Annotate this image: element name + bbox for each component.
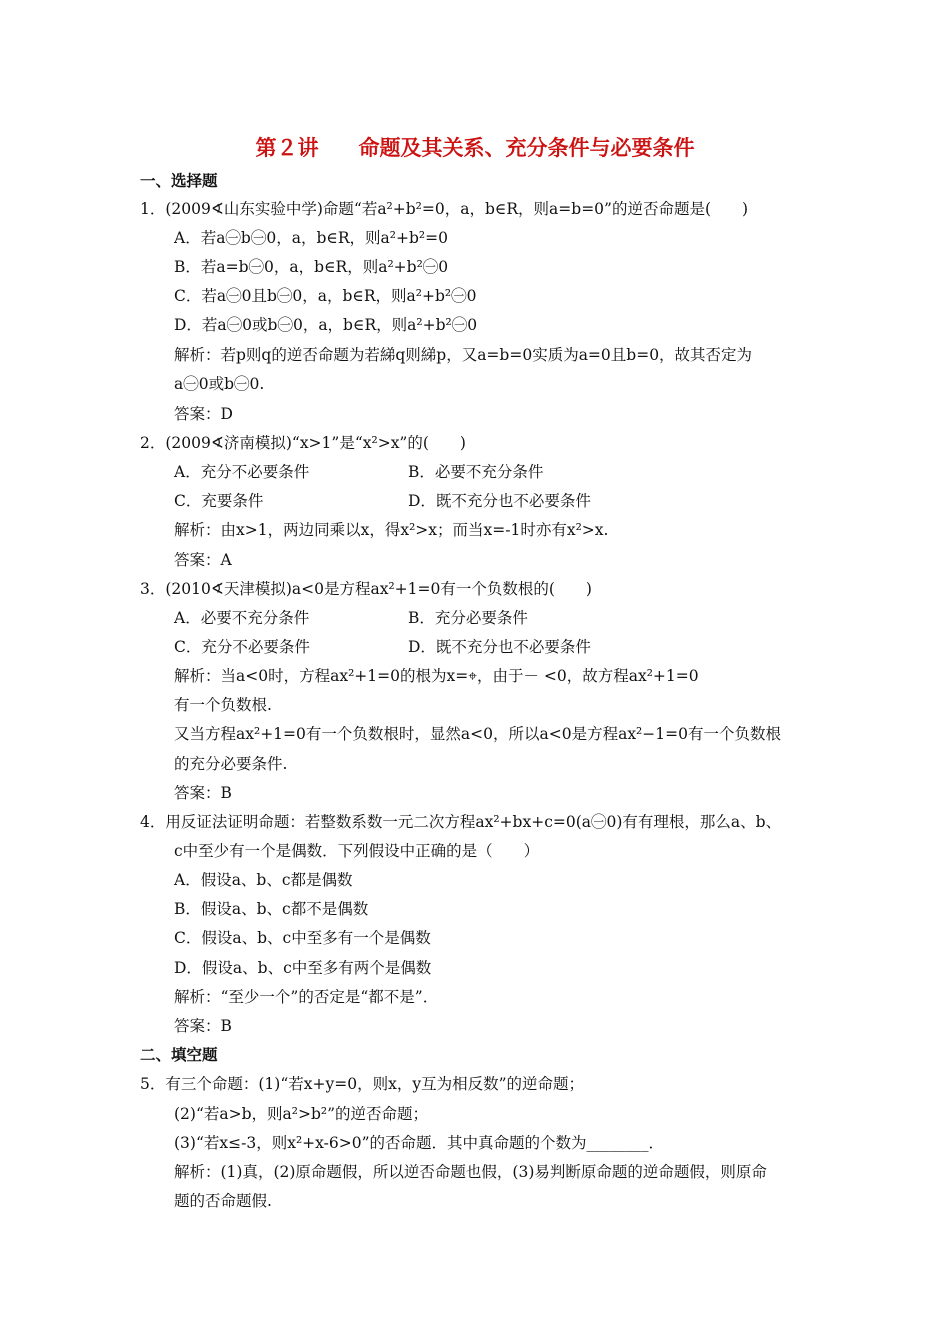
q3-answer: 答案：B xyxy=(174,784,232,802)
q3-option-b: B．充分必要条件 xyxy=(408,609,528,627)
lecture-number: 第２讲 xyxy=(255,136,319,160)
q4-stem-line1: 4．用反证法证明命题：若整数系数一元二次方程ax²+bx+c=0(a㊀0)有有理根，那么a、b、 xyxy=(140,813,782,831)
q5-analysis-line2: 题的否命题假. xyxy=(174,1192,272,1210)
q5-stem-line2: (2)“若a>b，则a²>b²”的逆否命题； xyxy=(174,1105,429,1123)
q2-answer: 答案：A xyxy=(174,551,232,569)
page-title xyxy=(0,133,950,163)
q1-stem: 1．(2009∢山东实验中学)命题“若a²+b²=0，a，b∈R，则a=b=0”的逆否命题是( ) xyxy=(140,200,749,218)
q1-option-b: B．若a=b㊀0，a，b∈R，则a²+b²㊀0 xyxy=(174,258,449,276)
q3-analysis-line2: 有一个负数根. xyxy=(174,696,272,714)
q4-option-d: D．假设a、b、c中至多有两个是偶数 xyxy=(174,959,432,977)
q4-analysis: 解析：“至少一个”的否定是“都不是”． xyxy=(174,988,439,1006)
q2-option-a: A．充分不必要条件 xyxy=(174,463,310,481)
q4-option-a: A．假设a、b、c都是偶数 xyxy=(174,871,353,889)
q3-option-c: C．充分不必要条件 xyxy=(174,638,310,656)
q1-analysis-line1: 解析：若p则q的逆否命题为若綈q则綈p，又a=b=0实质为a=0且b=0，故其否定为 xyxy=(174,346,753,364)
q5-stem-line3: (3)“若x≤-3，则x²+x-6>0”的否命题．其中真命题的个数为________． xyxy=(174,1134,664,1152)
q5-analysis-line1: 解析：(1)真，(2)原命题假，所以逆否命题也假，(3)易判断原命题的逆命题假，则原命 xyxy=(174,1163,767,1181)
q3-analysis-line1: 解析：当a<0时，方程ax²+1=0的根为x=⌖，由于－ <0，故方程ax²+1=0 xyxy=(174,667,699,685)
section-heading-choice: 一、选择题 xyxy=(140,172,218,190)
q1-option-a: A．若a㊀b㊀0，a，b∈R，则a²+b²=0 xyxy=(174,229,448,247)
q1-option-c: C．若a㊀0且b㊀0，a，b∈R，则a²+b²㊀0 xyxy=(174,287,477,305)
q2-stem: 2．(2009∢济南模拟)“x>1”是“x²>x”的( ) xyxy=(140,434,466,452)
q5-stem-line1: 5．有三个命题：(1)“若x+y=0，则x，y互为相反数”的逆命题； xyxy=(140,1075,584,1093)
q4-option-b: B．假设a、b、c都不是偶数 xyxy=(174,900,369,918)
q4-option-c: C．假设a、b、c中至多有一个是偶数 xyxy=(174,929,431,947)
q3-analysis-line3: 又当方程ax²+1=0有一个负数根时，显然a<0，所以a<0是方程ax²−1=0有一个负数根 xyxy=(174,725,781,743)
q3-stem: 3．(2010∢天津模拟)a<0是方程ax²+1=0有一个负数根的( ) xyxy=(140,580,592,598)
q3-option-d: D．既不充分也不必要条件 xyxy=(408,638,591,656)
section-heading-fill: 二、填空题 xyxy=(140,1046,218,1064)
q3-analysis-line4: 的充分必要条件. xyxy=(174,755,288,773)
q1-analysis-line2: a㊀0或b㊀0. xyxy=(174,375,265,393)
q2-analysis: 解析：由x>1，两边同乘以x，得x²>x；而当x=-1时亦有x²>x. xyxy=(174,521,609,539)
q4-answer: 答案：B xyxy=(174,1017,232,1035)
q2-option-c: C．充要条件 xyxy=(174,492,264,510)
q1-option-d: D．若a㊀0或b㊀0，a，b∈R，则a²+b²㊀0 xyxy=(174,316,478,334)
q3-option-a: A．必要不充分条件 xyxy=(174,609,310,627)
q2-option-d: D．既不充分也不必要条件 xyxy=(408,492,591,510)
q2-option-b: B．必要不充分条件 xyxy=(408,463,544,481)
q1-answer: 答案：D xyxy=(174,405,233,423)
q4-stem-line2: c中至少有一个是偶数．下列假设中正确的是（ ） xyxy=(174,842,540,860)
lecture-topic: 命题及其关系、充分条件与必要条件 xyxy=(358,136,695,160)
